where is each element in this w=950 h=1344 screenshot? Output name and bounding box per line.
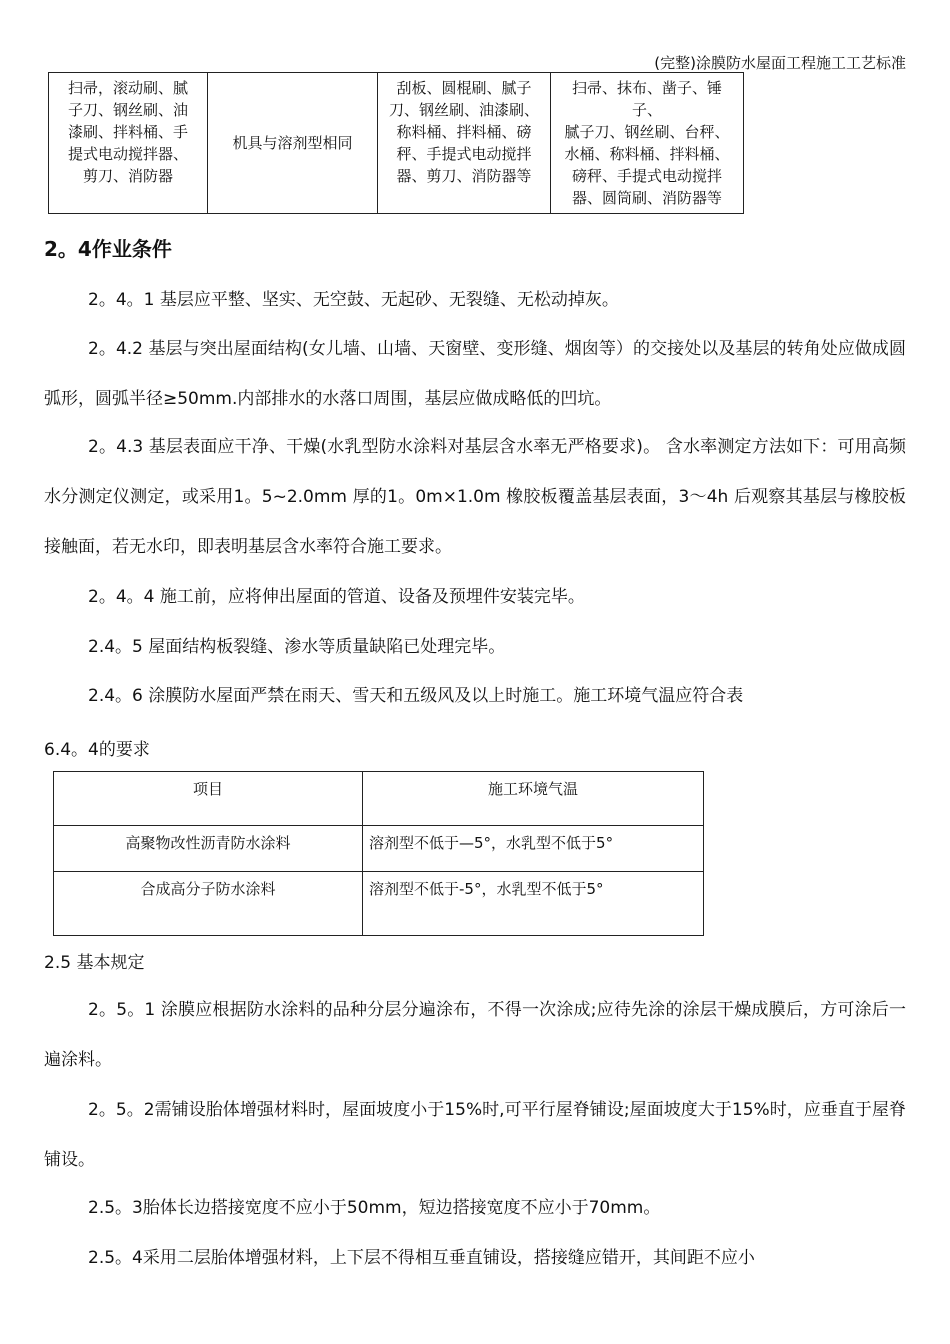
tools-cell-3 [378,73,551,214]
cell-line: 扫帚、抹布、凿子、锤 [571,79,722,97]
cell-line: 扫帚，滚动刷、腻 [67,79,188,97]
cell-line: 腻子刀、钢丝刷、台秤、 [564,123,730,141]
paragraph: 2。4。4 施工前，应将伸出屋面的管道、设备及预埋件安装完毕。 [88,587,585,607]
table-reference: 6.4。4的要求 [44,740,150,760]
cell-line: 秤、手提式电动搅拌 [396,145,532,163]
paragraph: 2。5。1 涂膜应根据防水涂料的品种分层分遍涂布，不得一次涂成;应待先涂的涂层干燥成膜后，方可涂后一遍涂料。 [44,1000,906,1070]
cell-line: 刀、钢丝刷、油漆刷、 [388,101,539,119]
column-header: 项目 [54,772,363,826]
table-header-row [54,772,704,826]
section-heading: 2.5 基本规定 [44,953,145,973]
table-cell: 合成高分子防水涂料 [54,872,363,936]
cell-line: 器、圆筒刷、消防器等 [571,189,722,207]
paragraph: 2。4.2 基层与突出屋面结构(女儿墙、山墙、天窗壁、变形缝、烟囱等）的交接处以及基层的转角处应做成圆弧形，圆弧半径≥50mm.内部排水的水落口周围，基层应做成略低的凹坑。 [44,339,906,409]
paragraph: 2。5。2需铺设胎体增强材料时，屋面坡度小于15%时,可平行屋脊铺设;屋面坡度大于15%时，应垂直于屋脊铺设。 [44,1100,906,1170]
tools-cell-4 [551,73,744,214]
table-cell: 高聚物改性沥青防水涂料 [54,826,363,872]
cell-line: 磅秤、手提式电动搅拌 [571,167,722,185]
paragraph: 2.5。4采用二层胎体增强材料，上下层不得相互垂直铺设，搭接缝应错开，其间距不应小 [88,1248,755,1268]
cell-line: 刮板、圆棍刷、腻子 [396,79,532,97]
cell-line: 提式电动搅拌器、 [67,145,188,163]
temperature-table [53,771,704,936]
paragraph: 2.4。5 屋面结构板裂缝、渗水等质量缺陷已处理完毕。 [88,637,506,657]
cell-line: 称料桶、拌料桶、磅 [396,123,532,141]
paragraph: 2.5。3胎体长边搭接宽度不应小于50mm，短边搭接宽度不应小于70mm。 [88,1198,661,1218]
section-heading: 2。4作业条件 [44,237,172,261]
table-row [54,826,704,872]
cell-line: 器、剪刀、消防器等 [396,167,532,185]
cell-line: 水桶、称料桶、拌料桶、 [564,145,730,163]
paragraph: 2.4。6 涂膜防水屋面严禁在雨天、雪天和五级风及以上时施工。施工环境气温应符合表 [88,686,744,706]
tools-table [48,72,744,214]
page-header: (完整)涂膜防水屋面工程施工工艺标准 [654,54,906,72]
cell-line: 子刀、钢丝刷、油 [67,101,188,119]
cell-line: 剪刀、消防器 [82,167,173,185]
table-row [54,872,704,936]
table-row [49,73,744,214]
paragraph: 2。4.3 基层表面应干净、干燥(水乳型防水涂料对基层含水率无严格要求)。 含水率测定方法如下：可用高频水分测定仪测定，或采用1。5~2.0mm 厚的1。0m×1.0m 橡胶板覆盖基层表面，3～4h 后观察其基层与橡胶板接触面，若无水印，即表明基层含水率符合施工要求。 [44,437,906,557]
tools-cell-2: 机具与溶剂型相同 [208,73,378,214]
table-cell: 溶剂型不低于-5°，水乳型不低于5° [363,872,704,936]
column-header: 施工环境气温 [363,772,704,826]
cell-line: 子、 [631,101,662,119]
cell-line: 漆刷、拌料桶、手 [67,123,188,141]
tools-cell-1 [49,73,208,214]
paragraph: 2。4。1 基层应平整、坚实、无空鼓、无起砂、无裂缝、无松动掉灰。 [88,290,619,310]
table-cell: 溶剂型不低于—5°，水乳型不低于5° [363,826,704,872]
